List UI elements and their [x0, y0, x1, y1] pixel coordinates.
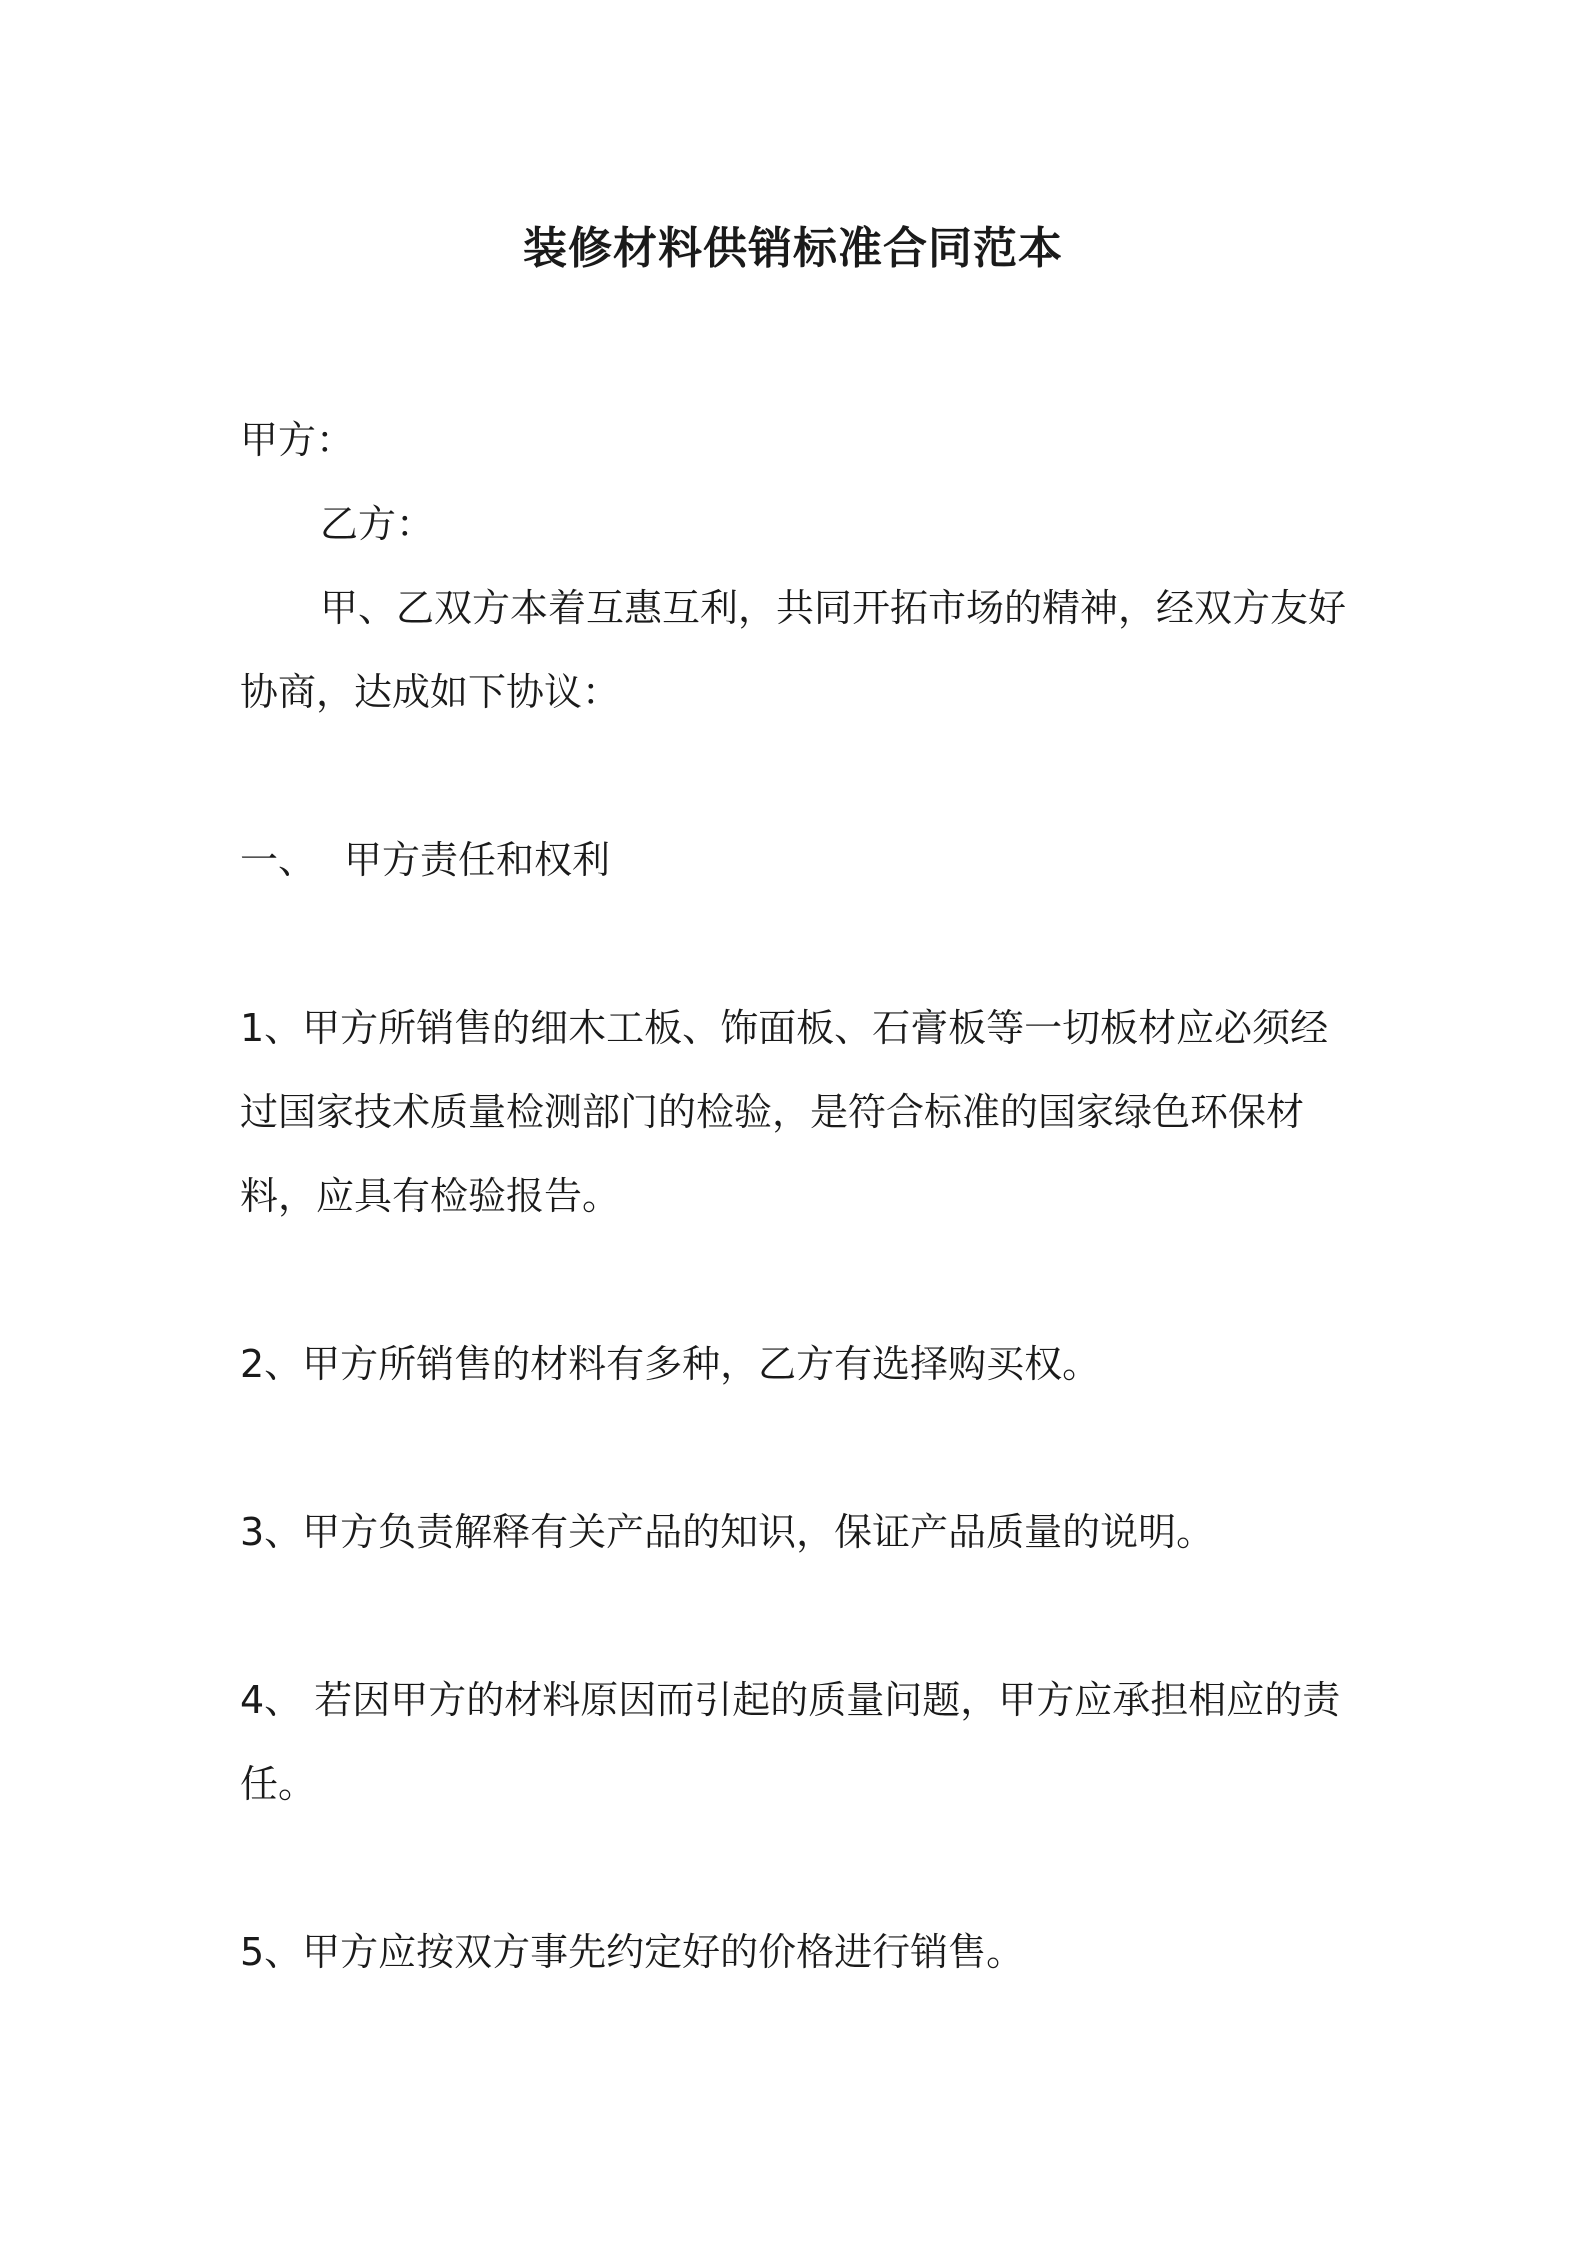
section-heading [240, 818, 1360, 902]
clause-5: 5、甲方应按双方事先约定好的价格进行销售。 [240, 1930, 1025, 1974]
party-a-label: 甲方： [240, 418, 355, 462]
clause-2: 2、甲方所销售的材料有多种，乙方有选择购买权。 [240, 1342, 1101, 1386]
section-heading-text: 甲方责任和权利 [344, 838, 611, 882]
document-title: 装修材料供销标准合同范本 [523, 223, 1063, 274]
clause-3: 3、甲方负责解释有关产品的知识，保证产品质量的说明。 [240, 1510, 1215, 1554]
party-b-label: 乙方： [320, 502, 435, 546]
section-number: 一、 [240, 838, 317, 882]
clause-4: 4、 若因甲方的材料原因而引起的质量问题，甲方应承担相应的责任。 [240, 1678, 1341, 1806]
intro-paragraph: 甲、乙双方本着互惠互利，共同开拓市场的精神，经双方友好协商，达成如下协议： [240, 586, 1347, 714]
clause-1: 1、甲方所销售的细木工板、饰面板、石膏板等一切板材应必须经过国家技术质量检测部门的检验，是符合标准的国家绿色环保材料，应具有检验报告。 [240, 1006, 1329, 1218]
